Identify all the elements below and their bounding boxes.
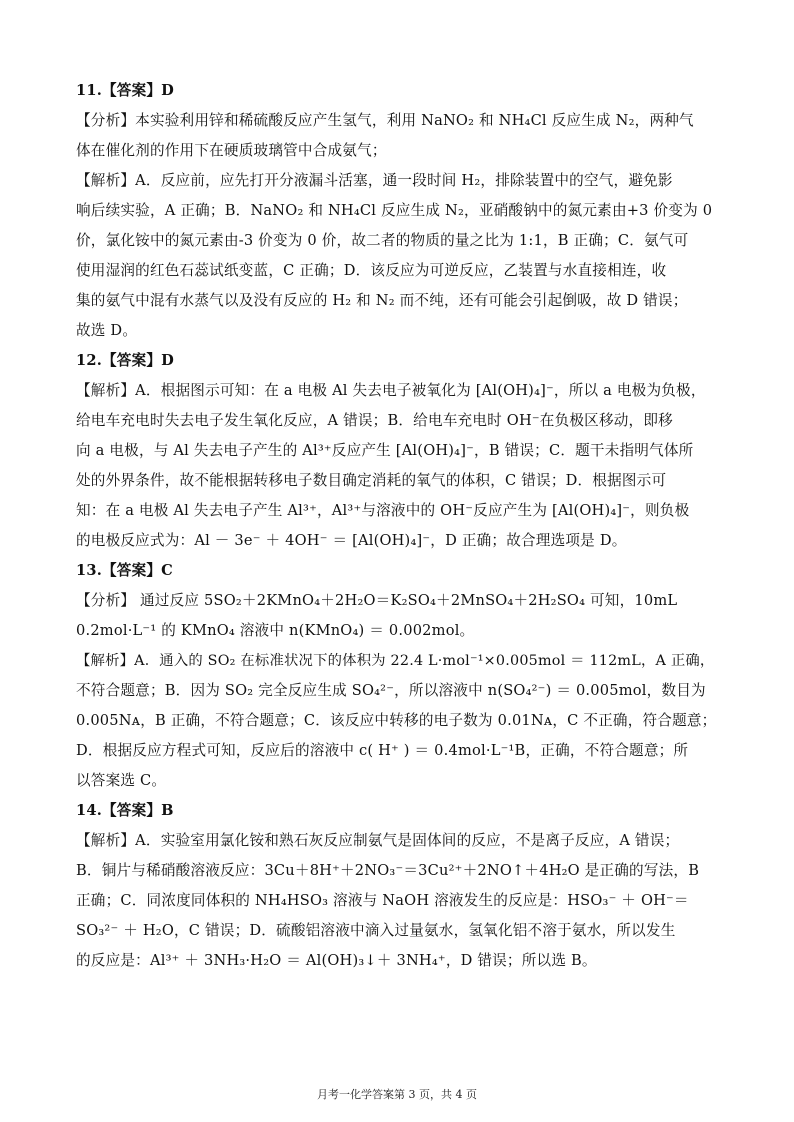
- q13-explanation: [76, 646, 722, 796]
- text-line: D．根据反应方程式可知，反应后的溶液中 c( H⁺ ) ＝ 0.4mol·L⁻¹B，正确，不符合题意；所: [76, 742, 689, 759]
- text-line: 向 a 电极，与 Al 失去电子产生的 Al³⁺反应产生 [Al(OH)₄]⁻，B 错误；C．题干未指明气体所: [76, 442, 694, 459]
- text-line: 14.【答案】B: [76, 802, 174, 819]
- q13-answer: [76, 556, 722, 586]
- page-footer: 月考一化学答案第 3 页，共 4 页: [317, 1088, 477, 1101]
- text-line: 12.【答案】D: [76, 352, 175, 369]
- text-line: 0.2mol·L⁻¹ 的 KMnO₄ 溶液中 n(KMnO₄) ＝ 0.002mol。: [76, 622, 475, 639]
- text-line: 【解析】A．根据图示可知：在 a 电极 Al 失去电子被氧化为 [Al(OH)₄]⁻，所以 a 电极为负极，: [76, 382, 706, 399]
- text-line: 11.【答案】D: [76, 82, 175, 99]
- text-line: 给电车充电时失去电子发生氧化反应，A 错误；B．给电车充电时 OH⁻在负极区移动，即移: [76, 412, 673, 429]
- text-line: 0.005Nᴀ，B 正确，不符合题意；C．该反应中转移的电子数为 0.01Nᴀ，C 不正确，符合题意；: [76, 712, 717, 729]
- q11-analysis: [76, 106, 722, 166]
- text-line: 【分析】 通过反应 5SO₂＋2KMnO₄＋2H₂O＝K₂SO₄＋2MnSO₄＋2H₂SO₄ 可知，10mL: [76, 592, 678, 609]
- text-line: 【分析】本实验利用锌和稀硫酸反应产生氢气，利用 NaNO₂ 和 NH₄Cl 反应生成 N₂，两种气: [76, 112, 694, 129]
- text-line: 不符合题意；B．因为 SO₂ 完全反应生成 SO₄²⁻，所以溶液中 n(SO₄²⁻) ＝ 0.005mol，数目为: [76, 682, 706, 699]
- text-line: 【解析】A．实验室用氯化铵和熟石灰反应制氨气是固体间的反应，不是离子反应，A 错误；: [76, 832, 680, 849]
- q14-answer: [76, 796, 722, 826]
- text-line: 13.【答案】C: [76, 562, 173, 579]
- q11-answer: [76, 76, 722, 106]
- text-line: 【解析】A．反应前，应先打开分液漏斗活塞，通一段时间 H₂，排除装置中的空气，避免影: [76, 172, 673, 189]
- q12-answer: [76, 346, 722, 376]
- text-line: 正确；C．同浓度同体积的 NH₄HSO₃ 溶液与 NaOH 溶液发生的反应是：HSO₃⁻ ＋ OH⁻＝: [76, 892, 689, 909]
- text-line: 响后续实验，A 正确；B．NaNO₂ 和 NH₄Cl 反应生成 N₂，亚硝酸钠中的氮元素由+3 价变为 0: [76, 202, 713, 219]
- q13-analysis: [76, 586, 722, 646]
- q14-explanation: [76, 826, 722, 976]
- text-line: SO₃²⁻ ＋ H₂O，C 错误；D．硫酸铝溶液中滴入过量氨水，氢氧化铝不溶于氨水，所以发生: [76, 922, 676, 939]
- q12-explanation: [76, 376, 722, 556]
- text-line: 体在催化剂的作用下在硬质玻璃管中合成氨气；: [76, 142, 387, 159]
- text-line: 知：在 a 电极 Al 失去电子产生 Al³⁺，Al³⁺与溶液中的 OH⁻反应产生为 [Al(OH)₄]⁻，则负极: [76, 502, 690, 519]
- text-line: 的反应是：Al³⁺ ＋ 3NH₃·H₂O ＝ Al(OH)₃↓＋ 3NH₄⁺，D 错误；所以选 B。: [76, 952, 597, 969]
- text-line: 价，氯化铵中的氮元素由-3 价变为 0 价，故二者的物质的量之比为 1:1，B 正确；C．氨气可: [76, 232, 689, 249]
- text-line: 使用湿润的红色石蕊试纸变蓝，C 正确；D．该反应为可逆反应，乙装置与水直接相连，收: [76, 262, 667, 279]
- text-line: 集的氨气中混有水蒸气以及没有反应的 H₂ 和 N₂ 而不纯，还有可能会引起倒吸，故 D 错误；: [76, 292, 688, 309]
- text-line: 以答案选 C。: [76, 772, 167, 789]
- text-line: 故选 D。: [76, 322, 138, 339]
- text-line: B．铜片与稀硝酸溶液反应：3Cu＋8H⁺＋2NO₃⁻＝3Cu²⁺＋2NO↑＋4H₂O 是正确的写法，B: [76, 862, 700, 879]
- text-line: 的电极反应式为：Al － 3e⁻ ＋ 4OH⁻ ＝ [Al(OH)₄]⁻，D 正确；故合理选项是 D。: [76, 532, 627, 549]
- text-line: 处的外界条件，故不能根据转移电子数目确定消耗的氧气的体积，C 错误；D．根据图示可: [76, 472, 667, 489]
- answer-content: [76, 76, 722, 976]
- text-line: 【解析】A．通入的 SO₂ 在标准状况下的体积为 22.4 L·mol⁻¹×0.005mol ＝ 112mL，A 正确，: [76, 653, 715, 669]
- q11-explanation: [76, 166, 722, 346]
